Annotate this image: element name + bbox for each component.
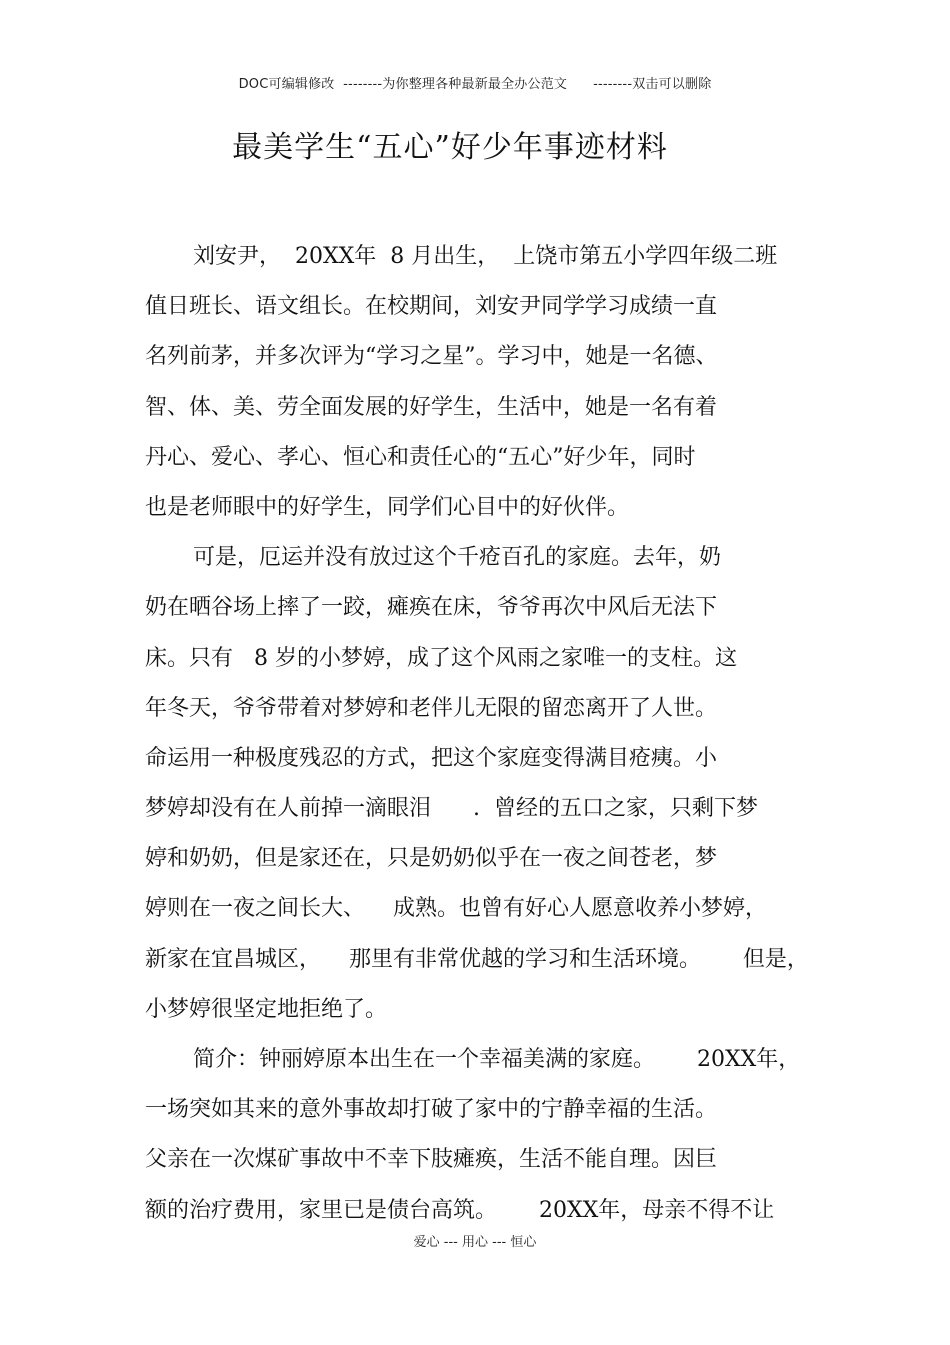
paragraph-2-line-10: 小梦婷很坚定地拒绝了。 [145,996,388,1022]
page-footer: 爱心 --- 用心 --- 恒心 [413,1235,537,1250]
document-body [145,238,825,1242]
page-header: DOC可编辑修改 --------为你整理各种最新最全办公范文 --------双击可以删除 [238,77,712,92]
paragraph-1-line-2: 值日班长、语文组长。在校期间，刘安尹同学学习成绩一直 [145,294,718,320]
paragraph-3-line-3: 父亲在一次煤矿事故中不幸下肢瘫痪，生活不能自理。因巨 [145,1147,718,1173]
paragraph-2-line-6: 梦婷却没有在人前掉一滴眼泪 . 曾经的五口之家，只剩下梦 [145,796,758,822]
paragraph-1-line-1: 刘安尹， 20XX年 8 月出生， 上饶市第五小学四年级二班 [193,244,778,269]
paragraph-1-line-6: 也是老师眼中的好学生，同学们心目中的好伙伴。 [145,494,630,520]
document-title: 最美学生“五心”好少年事迹材料 [232,130,668,165]
paragraph-2-line-5: 命运用一种极度残忍的方式，把这个家庭变得满目疮痍。小 [145,745,718,771]
paragraph-1-line-4: 智、体、美、劳全面发展的好学生，生活中，她是一名有着 [145,394,718,420]
paragraph-2-line-9: 新家在宜昌城区， 那里有非常优越的学习和生活环境。 但是， [145,946,809,972]
paragraph-3-line-4: 额的治疗费用，家里已是债台高筑。 20XX年，母亲不得不让 [145,1197,775,1223]
paragraph-2-line-7: 婷和奶奶，但是家还在，只是奶奶似乎在一夜之间苍老，梦 [145,846,718,872]
paragraph-1-line-3: 名列前茅，并多次评为“学习之星”。学习中，她是一名德、 [145,344,718,370]
paragraph-2-line-8: 婷则在一夜之间长大、 成熟。也曾有好心人愿意收养小梦婷， [145,896,767,922]
paragraph-2-line-3: 床。只有 8 岁的小梦婷，成了这个风雨之家唯一的支柱。这 [145,645,737,671]
paragraph-2-line-1: 可是，厄运并没有放过这个千疮百孔的家庭。去年，奶 [193,545,722,571]
paragraph-2-line-2: 奶在晒谷场上摔了一跤，瘫痪在床，爷爷再次中风后无法下 [145,595,718,621]
paragraph-2-line-4: 年冬天，爷爷带着对梦婷和老伴儿无限的留恋离开了人世。 [145,695,718,721]
paragraph-3-line-1: 简介：钟丽婷原本出生在一个幸福美满的家庭。 20XX年， [193,1047,801,1072]
paragraph-1-line-5: 丹心、爱心、孝心、恒心和责任心的“五心”好少年，同时 [145,444,696,470]
paragraph-3-line-2: 一场突如其来的意外事故却打破了家中的宁静幸福的生活。 [145,1097,718,1123]
